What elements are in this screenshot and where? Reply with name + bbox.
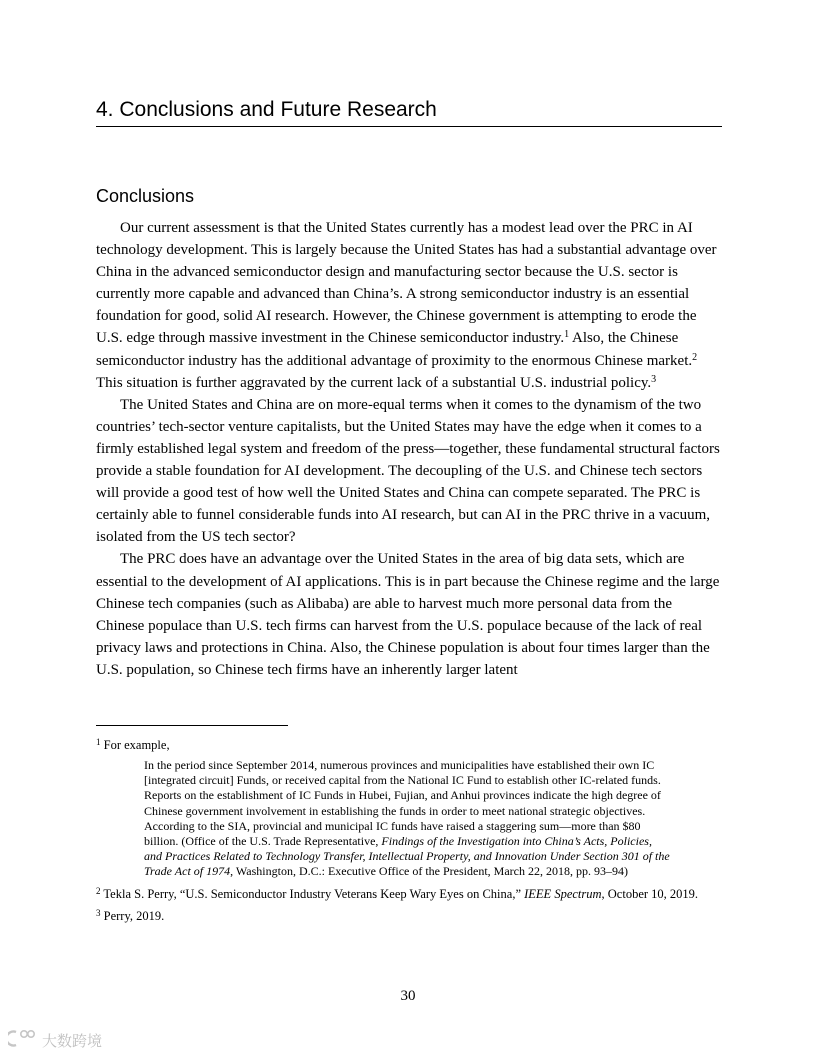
footnote-number: 2 <box>96 885 101 896</box>
watermark-text: 大数跨境 <box>42 1031 103 1050</box>
title-rule <box>96 126 722 127</box>
footnotes <box>96 737 722 930</box>
section-heading: Conclusions <box>96 186 195 206</box>
footnote-journal: IEEE Spectrum <box>524 886 602 901</box>
watermark-logo-icon <box>8 1028 38 1052</box>
footnote-block-quote <box>144 758 672 880</box>
footnote-ref[interactable]: 3 <box>651 373 657 385</box>
footnote-separator <box>96 725 288 726</box>
footnote <box>96 908 722 924</box>
footnote <box>96 737 722 880</box>
page-number: 30 <box>400 988 416 1004</box>
quote-tail: , Washington, D.C.: Executive Office of the President, March 22, 2018, pp. 93–94) <box>230 864 628 879</box>
watermark <box>8 1028 102 1052</box>
footnote-number: 1 <box>96 737 101 747</box>
footnote-text: Tekla S. Perry, “U.S. Semiconductor Industry Veterans Keep Wary Eyes on China,” <box>103 886 525 901</box>
footnote-text: Perry, 2019. <box>103 908 165 923</box>
paragraph-text: This situation is further aggravated by the current lack of a substantial U.S. industrial policy. <box>96 374 652 391</box>
chapter-title: 4. Conclusions and Future Research <box>96 98 437 121</box>
body-text <box>96 217 722 681</box>
quote-text: In the period since September 2014, numerous provinces and municipalities have established their own IC [integrated circuit] Funds, or received capital from the National IC Fund to establish other IC-related funds. Reports on the establishment of IC Funds in Hubei, Fujian, and Anhui provinces indicate the high degree of Chinese government involvement in establishing the funds in order to meet national strategic objectives. According to the SIA, provincial and municipal IC funds have raised a staggering sum—more than $80 billion. (Office of the U.S. Trade Representative, <box>144 758 661 849</box>
quote-cited-title: Findings of the Investigation into China’s Acts, Policies, and Practices Related to Technology Transfer, Intellectual Property, and Innovation Under Section 301 of the Trade Act of 1974 <box>144 834 670 879</box>
paragraph-text: Also, the Chinese semiconductor industry has the additional advantage of proximity to the enormous Chinese market. <box>96 330 693 369</box>
footnote <box>96 886 722 902</box>
footnote-ref[interactable]: 2 <box>692 351 698 363</box>
paragraph <box>96 217 722 394</box>
paragraph-text: Our current assessment is that the United States currently has a modest lead over the PRC in AI technology development. This is largely because the United States has had a substantial advantage over China in the advanced semiconductor design and manufacturing sector because the U.S. sector is currently more capable and advanced than China’s. A strong semiconductor industry is an essential foundation for good, solid AI research. However, the Chinese government is attempting to erode the U.S. edge through massive investment in the Chinese semiconductor industry. <box>96 220 717 347</box>
paragraph: The PRC does have an advantage over the United States in the area of big data sets, which are essential to the development of AI applications. This is in part because the Chinese regime and the large Chinese tech companies (such as Alibaba) are able to harvest much more personal data from the Chinese populace than U.S. tech firms can harvest from the U.S. populace because of the lack of real privacy laws and protections in China. Also, the Chinese population is about four times larger than the U.S. population, so Chinese tech firms have an inherently larger latent <box>96 551 720 678</box>
footnote-intro: For example, <box>103 738 170 752</box>
footnote-text: , October 10, 2019. <box>601 886 699 901</box>
footnote-number: 3 <box>96 907 101 918</box>
footnote-ref[interactable]: 1 <box>564 329 570 341</box>
paragraph: The United States and China are on more-equal terms when it comes to the dynamism of the two countries’ tech-sector venture capitalists, but the United States may have the edge when it comes to a firmly established legal system and freedom of the press—together, these fundamental structural factors provide a stable foundation for AI development. The decoupling of the U.S. and Chinese tech sectors will provide a good test of how well the United States and China can compete separated. The PRC is certainly able to funnel considerable funds into AI research, but can AI in the PRC thrive in a vacuum, isolated from the US tech sector? <box>96 396 720 546</box>
